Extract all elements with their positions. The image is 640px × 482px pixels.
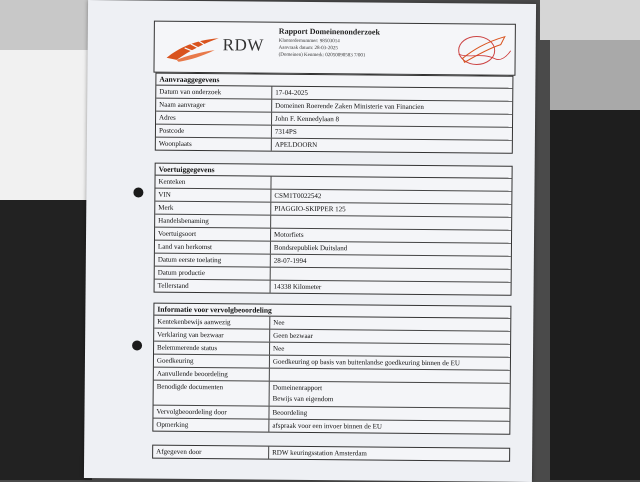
row-label: Belemmerende status [154, 342, 270, 355]
row-label: Vervolgbeoordeling door [153, 406, 269, 419]
table-row [153, 446, 509, 461]
row-label: Datum productie [155, 267, 271, 280]
row-value: 14338 Kilometer [273, 282, 322, 292]
document-item: Domeinenrapport [272, 383, 323, 393]
order-number: Klantordernummer: 98503014 [278, 38, 340, 45]
row-label: Kenteken [155, 176, 271, 189]
table-row [154, 381, 510, 409]
report-title: Rapport Domeinenonderzoek [278, 26, 380, 37]
row-value [270, 382, 510, 408]
document-item: Bewijs van eigendom [272, 394, 334, 404]
row-label: Woonplaats [156, 138, 272, 151]
row-value: Bondsrepubliek Duitsland [273, 243, 348, 253]
background-right-top [540, 0, 640, 40]
row-value: 7314PS [274, 127, 297, 136]
row-label: Handelsbenaming [155, 215, 271, 228]
row-label: Verklaring van bezwaar [154, 329, 270, 342]
row-label: VIN [155, 189, 271, 202]
row-value: Nee [273, 344, 285, 353]
row-label: Postcode [156, 125, 272, 138]
reference: (Domeinen) Kenmerk: 02050090583 7/001 [278, 52, 366, 59]
row-value: Beoordeling [272, 408, 308, 417]
row-value: RDW keuringsstation Amsterdam [272, 448, 367, 458]
row-label: Goedkeuring [154, 355, 270, 368]
row-label: Datum eerste toelating [155, 254, 271, 267]
row-value: John F. Kennedylaan 8 [275, 114, 340, 124]
row-value: 17-04-2025 [275, 88, 308, 97]
vervolg-section [152, 303, 511, 435]
report-paper [84, 0, 536, 482]
row-value [271, 177, 511, 191]
table-row [153, 419, 509, 434]
section-title: Voertuiggegevens [156, 164, 512, 179]
background-left-card [0, 50, 92, 200]
voertuig-section [154, 163, 513, 296]
background-right-mid [550, 40, 640, 110]
row-label: Tellerstand [155, 280, 271, 293]
section-title: Aanvraaggegevens [156, 74, 512, 89]
background-left-dark [0, 200, 92, 480]
report-header [153, 21, 515, 76]
row-value: Nee [273, 318, 285, 327]
row-label: Aanvullende beoordeling [154, 368, 270, 381]
row-label: Voertuigsoort [155, 228, 271, 241]
punch-hole [132, 340, 142, 350]
row-value [270, 369, 510, 383]
table-row [155, 280, 511, 295]
row-value: 28-07-1994 [273, 256, 307, 265]
row-value: APELDOORN [274, 140, 318, 150]
row-label: Kentekenbewijs aanwezig [154, 316, 270, 329]
row-label: Opmerking [153, 419, 269, 432]
rdw-logo-icon [165, 34, 223, 63]
background-right [550, 110, 640, 480]
row-value [271, 268, 511, 282]
logo-text: RDW [222, 35, 264, 55]
row-value: afspraak voor een invoer binnen de EU [272, 421, 383, 431]
row-value [271, 216, 511, 230]
row-value: Goedkeuring op basis van buitenlandse goedkeuring binnen de EU [272, 357, 460, 368]
punch-hole [133, 187, 143, 197]
section-title: Informatie voor vervolgbeoordeling [154, 304, 510, 319]
row-value: Geen bezwaar [273, 331, 314, 341]
row-label: Datum van onderzoek [156, 86, 272, 99]
row-label: Afgegeven door [153, 446, 269, 459]
row-value: Domeinen Roerende Zaken Ministerie van Financien [275, 101, 424, 111]
row-value: PIAGGIO-SKIPPER 125 [274, 204, 346, 214]
row-label: Land van herkomst [155, 241, 271, 254]
row-label: Adres [156, 112, 272, 125]
row-value: CSM1T0022542 [274, 191, 322, 201]
row-value: Motorfiets [274, 230, 304, 239]
request-date: Aanvraak datum: 28-03-2025 [278, 45, 338, 52]
signature-stamp-icon [454, 28, 512, 71]
aanvraag-section [155, 73, 514, 154]
afgegeven-section [152, 445, 510, 462]
row-label: Naam aanvrager [156, 99, 272, 112]
background-left-top [0, 0, 90, 50]
row-label: Benodigde documenten [154, 381, 270, 406]
row-label: Merk [155, 202, 271, 215]
table-row [156, 138, 512, 153]
